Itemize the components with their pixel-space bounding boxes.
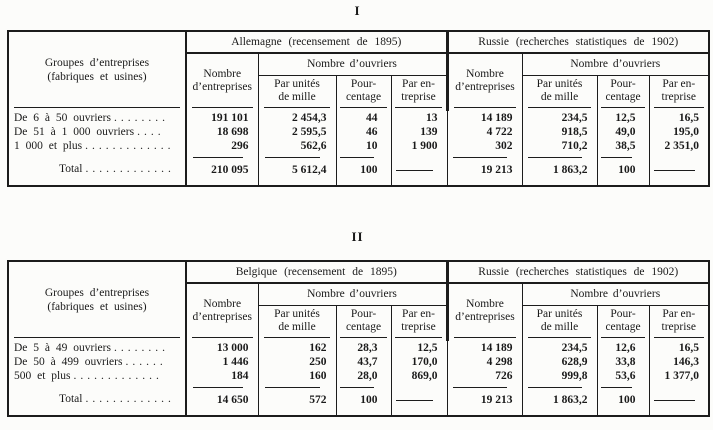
total-label-cell xyxy=(8,153,186,186)
cell-value: 2 595,5 xyxy=(258,125,336,139)
total-value: 572 xyxy=(258,383,336,416)
table-row xyxy=(8,341,709,355)
header-rule xyxy=(528,337,592,338)
total-value xyxy=(391,153,447,186)
col-header-par-entreprise: Par en- treprise xyxy=(649,75,709,111)
cell-value: 146,3 xyxy=(649,355,709,369)
dot-leader: ............. xyxy=(85,163,175,175)
cell-value: 170,0 xyxy=(391,355,447,369)
dot-leader: ........ xyxy=(113,342,169,354)
cell-value: 250 xyxy=(258,355,336,369)
sum-rule xyxy=(654,170,695,171)
total-value: 14 650 xyxy=(186,383,258,416)
cell-value: 12,6 xyxy=(597,341,649,355)
row-label: De 51 à 1 000 ouvriers xyxy=(14,126,135,138)
col-header-nombre-ouvriers: Nombre d’ouvriers xyxy=(258,283,447,305)
cell-value: 195,0 xyxy=(649,125,709,139)
cell-value: 999,8 xyxy=(522,369,597,383)
cell-value: 10 xyxy=(336,139,391,153)
cell-value: 28,0 xyxy=(336,369,391,383)
col-header-nombre-entreprises: Nombre d’entreprises xyxy=(447,283,522,341)
cell-value: 302 xyxy=(447,139,522,153)
cell-value: 4 298 xyxy=(447,355,522,369)
header-rule xyxy=(528,107,592,108)
cell-value: 710,2 xyxy=(522,139,597,153)
row-label: De 5 à 49 ouvriers xyxy=(14,342,111,354)
col-header-pourcentage: Pour- centage xyxy=(336,305,391,341)
dot-leader: ............. xyxy=(73,370,163,382)
cell-value: 160 xyxy=(258,369,336,383)
cell-value: 562,6 xyxy=(258,139,336,153)
dot-leader: .... xyxy=(137,126,165,138)
total-row xyxy=(8,153,709,186)
table-ii xyxy=(7,260,710,417)
row-label-cell xyxy=(8,125,186,139)
dot-leader: ............. xyxy=(85,393,175,405)
section-title-russie: Russie (recherches statistiques de 1902) xyxy=(447,261,709,283)
total-value xyxy=(391,383,447,416)
cell-value: 1 377,0 xyxy=(649,369,709,383)
section-title-belgique: Belgique (recensement de 1895) xyxy=(186,261,447,283)
row-label: 1 000 et plus xyxy=(14,140,83,152)
cell-value: 12,5 xyxy=(391,341,447,355)
cell-value: 191 101 xyxy=(186,111,258,125)
col-header-pourcentage: Pour- centage xyxy=(597,75,649,111)
col-header-nombre-ouvriers: Nombre d’ouvriers xyxy=(522,53,709,75)
header-rule xyxy=(264,107,330,108)
cell-value: 33,8 xyxy=(597,355,649,369)
table-numeral-i: I xyxy=(354,3,361,18)
sum-rule xyxy=(396,170,434,171)
total-value: 5 612,4 xyxy=(258,153,336,186)
cell-value: 13 000 xyxy=(186,341,258,355)
row-label-cell xyxy=(8,111,186,125)
header-rule xyxy=(395,337,441,338)
col-header-par-entreprise: Par en- treprise xyxy=(391,305,447,341)
header-rule xyxy=(340,337,386,338)
section-title-russie: Russie (recherches statistiques de 1902) xyxy=(447,31,709,53)
cell-value: 28,3 xyxy=(336,341,391,355)
dot-leader: ........ xyxy=(113,112,169,124)
cell-value: 53,6 xyxy=(597,369,649,383)
dot-leader: ............. xyxy=(85,140,175,152)
row-label-cell xyxy=(8,139,186,153)
cell-value: 726 xyxy=(447,369,522,383)
cell-value: 18 698 xyxy=(186,125,258,139)
cell-value: 234,5 xyxy=(522,111,597,125)
cell-value: 184 xyxy=(186,369,258,383)
table-i xyxy=(7,30,710,187)
cell-value: 44 xyxy=(336,111,391,125)
header-row-country xyxy=(8,31,709,53)
col-header-nombre-ouvriers: Nombre d’ouvriers xyxy=(522,283,709,305)
header-rule xyxy=(395,107,441,108)
total-row xyxy=(8,383,709,416)
header-rule xyxy=(654,337,704,338)
cell-value: 16,5 xyxy=(649,111,709,125)
total-label: Total xyxy=(59,163,83,175)
cell-value: 162 xyxy=(258,341,336,355)
cell-value: 12,5 xyxy=(597,111,649,125)
col-header-pourcentage: Pour- centage xyxy=(597,305,649,341)
col-header-par-unites: Par unités de mille xyxy=(522,75,597,111)
total-label-cell xyxy=(8,383,186,416)
cell-value: 49,0 xyxy=(597,125,649,139)
header-rule xyxy=(192,337,253,338)
total-value xyxy=(649,383,709,416)
total-value: 210 095 xyxy=(186,153,258,186)
table-row xyxy=(8,139,709,153)
total-value: 100 xyxy=(597,153,649,186)
table-row xyxy=(8,111,709,125)
header-rule xyxy=(454,107,517,108)
row-label-cell xyxy=(8,341,186,355)
cell-value: 1 446 xyxy=(186,355,258,369)
header-rule xyxy=(264,337,330,338)
header-row-country xyxy=(8,261,709,283)
total-value: 100 xyxy=(336,383,391,416)
table-row xyxy=(8,369,709,383)
total-value: 100 xyxy=(597,383,649,416)
cell-value: 13 xyxy=(391,111,447,125)
cell-value: 628,9 xyxy=(522,355,597,369)
total-value: 1 863,2 xyxy=(522,383,597,416)
col-header-nombre-entreprises: Nombre d’entreprises xyxy=(186,53,258,111)
cell-value: 43,7 xyxy=(336,355,391,369)
col-header-par-entreprise: Par en- treprise xyxy=(391,75,447,111)
group-header-text: Groupes d’entreprises (fabriques et usines) xyxy=(44,286,150,313)
col-header-nombre-entreprises: Nombre d’entreprises xyxy=(447,53,522,111)
cell-value: 234,5 xyxy=(522,341,597,355)
sum-rule xyxy=(396,400,434,401)
total-value: 19 213 xyxy=(447,153,522,186)
table-row xyxy=(8,355,709,369)
header-rule xyxy=(14,337,179,338)
cell-value: 869,0 xyxy=(391,369,447,383)
total-label: Total xyxy=(59,393,83,405)
cell-value: 4 722 xyxy=(447,125,522,139)
header-rule xyxy=(192,107,253,108)
cell-value: 2 351,0 xyxy=(649,139,709,153)
header-rule xyxy=(654,107,704,108)
col-header-nombre-ouvriers: Nombre d’ouvriers xyxy=(258,53,447,75)
dot-leader: ...... xyxy=(125,356,167,368)
cell-value: 1 900 xyxy=(391,139,447,153)
header-rule xyxy=(340,107,386,108)
cell-value: 16,5 xyxy=(649,341,709,355)
cell-value: 14 189 xyxy=(447,341,522,355)
row-label: De 6 à 50 ouvriers xyxy=(14,112,111,124)
cell-value: 38,5 xyxy=(597,139,649,153)
total-value: 19 213 xyxy=(447,383,522,416)
col-header-par-unites: Par unités de mille xyxy=(522,305,597,341)
total-value xyxy=(649,153,709,186)
total-value: 1 863,2 xyxy=(522,153,597,186)
header-rule xyxy=(14,107,179,108)
cell-value: 14 189 xyxy=(447,111,522,125)
total-value: 100 xyxy=(336,153,391,186)
col-header-par-unites: Par unités de mille xyxy=(258,75,336,111)
header-rule xyxy=(601,107,645,108)
cell-value: 918,5 xyxy=(522,125,597,139)
section-title-allemagne: Allemagne (recensement de 1895) xyxy=(186,31,447,53)
row-label: 500 et plus xyxy=(14,370,71,382)
group-header-text: Groupes d’entreprises (fabriques et usines) xyxy=(44,56,150,83)
col-header-par-unites: Par unités de mille xyxy=(258,305,336,341)
header-rule xyxy=(601,337,645,338)
sum-rule xyxy=(654,400,695,401)
table-numeral-ii: II xyxy=(351,229,364,244)
cell-value: 296 xyxy=(186,139,258,153)
table-row xyxy=(8,125,709,139)
row-label: De 50 à 499 ouvriers xyxy=(14,356,123,368)
group-header-cell xyxy=(8,31,186,111)
col-header-par-entreprise: Par en- treprise xyxy=(649,305,709,341)
col-header-nombre-entreprises: Nombre d’entreprises xyxy=(186,283,258,341)
header-rule xyxy=(454,337,517,338)
row-label-cell xyxy=(8,369,186,383)
cell-value: 46 xyxy=(336,125,391,139)
cell-value: 139 xyxy=(391,125,447,139)
row-label-cell xyxy=(8,355,186,369)
cell-value: 2 454,3 xyxy=(258,111,336,125)
group-header-cell xyxy=(8,261,186,341)
col-header-pourcentage: Pour- centage xyxy=(336,75,391,111)
